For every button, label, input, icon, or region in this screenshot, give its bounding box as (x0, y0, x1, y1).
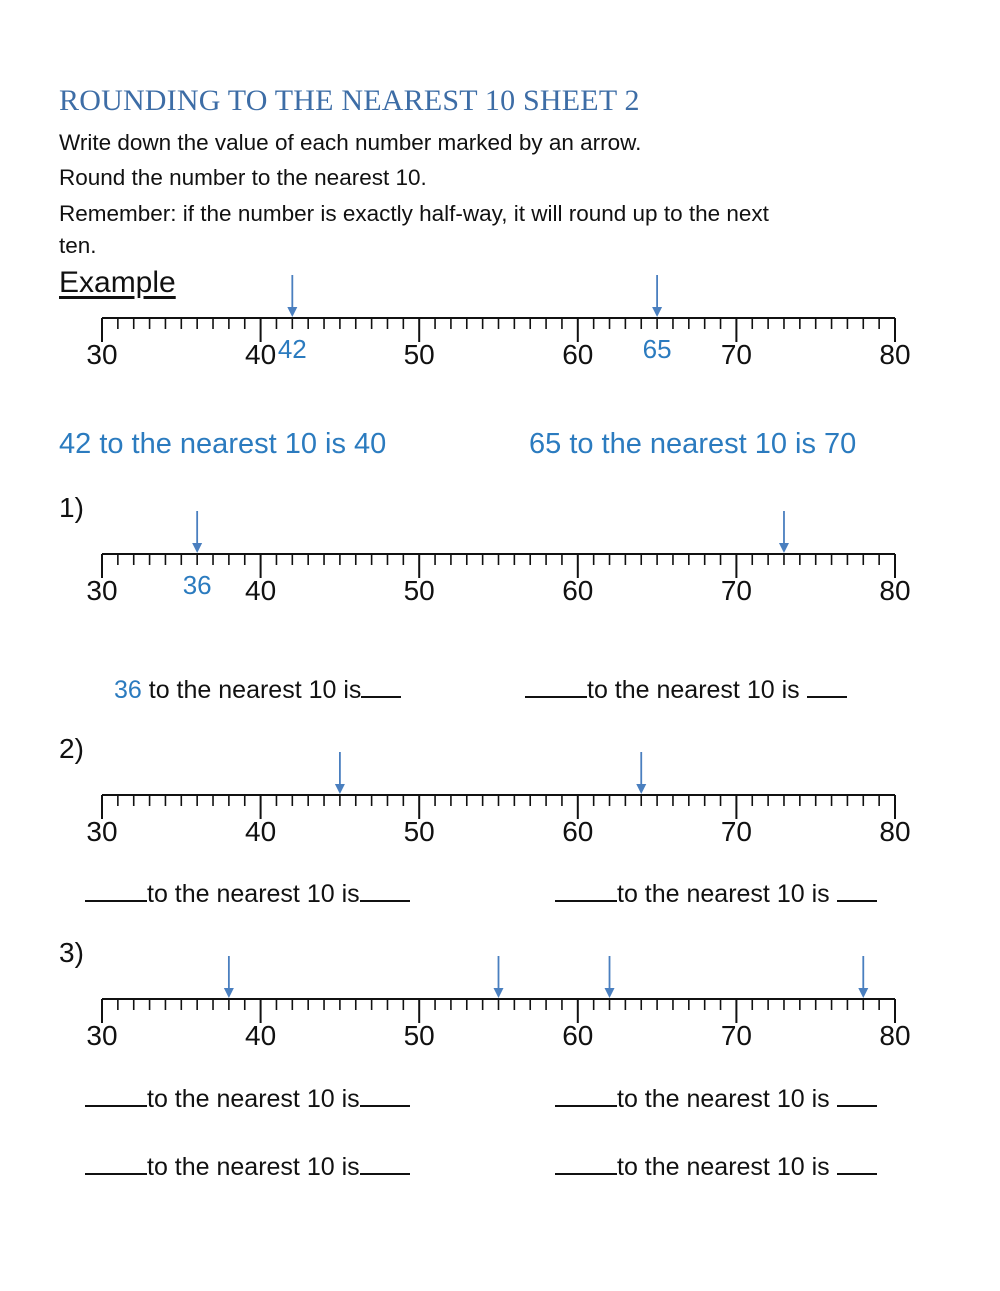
q1-given-value: 36 (114, 676, 142, 704)
example-sentence-1: 42 to the nearest 10 is 40 (59, 428, 387, 460)
instruction-line-1: Write down the value of each number marked by an arrow. (59, 130, 642, 155)
tick-label-70: 70 (720, 1020, 752, 1051)
instruction-line-3: Remember: if the number is exactly half-way, it will round up to the next (59, 201, 769, 226)
question-number-3: 3) (59, 937, 84, 968)
tick-label-60: 60 (562, 575, 594, 606)
q3-answer-blank-1[interactable] (360, 1085, 410, 1107)
tick-label-80: 80 (879, 816, 911, 847)
page-title: ROUNDING TO THE NEAREST 10 SHEET 2 (59, 84, 640, 117)
tick-label-40: 40 (245, 575, 277, 606)
tick-label-50: 50 (403, 339, 435, 370)
q3-value-blank-3[interactable] (85, 1153, 147, 1175)
tick-label-70: 70 (720, 816, 752, 847)
arrow-value-label: 42 (277, 334, 307, 364)
question-number-1: 1) (59, 492, 84, 523)
tick-label-40: 40 (245, 1020, 277, 1051)
arrow-value-label: 65 (642, 334, 672, 364)
tick-label-30: 30 (86, 816, 118, 847)
arrow-head (858, 988, 868, 998)
q3-answer-blank-4[interactable] (837, 1153, 877, 1175)
tick-label-80: 80 (879, 575, 911, 606)
q1-phrase-2: to the nearest 10 is (587, 676, 800, 704)
tick-label-60: 60 (562, 339, 594, 370)
arrow-head (605, 988, 615, 998)
q3-answer-4 (555, 1153, 877, 1182)
tick-label-40: 40 (245, 339, 277, 370)
instruction-line-3-cont: ten. (59, 233, 97, 258)
q3-value-blank-2[interactable] (555, 1085, 617, 1107)
q3-phrase-1: to the nearest 10 is (147, 1085, 360, 1113)
instruction-line-2: Round the number to the nearest 10. (59, 165, 427, 190)
tick-label-60: 60 (562, 816, 594, 847)
tick-label-60: 60 (562, 1020, 594, 1051)
q3-answer-3 (85, 1153, 410, 1182)
tick-label-30: 30 (86, 339, 118, 370)
q3-phrase-3: to the nearest 10 is (147, 1153, 360, 1181)
tick-label-40: 40 (245, 816, 277, 847)
arrow-head (224, 988, 234, 998)
tick-label-70: 70 (720, 339, 752, 370)
tick-label-30: 30 (86, 575, 118, 606)
q3-answer-blank-3[interactable] (360, 1153, 410, 1175)
q3-value-blank-1[interactable] (85, 1085, 147, 1107)
tick-label-30: 30 (86, 1020, 118, 1051)
tick-label-50: 50 (403, 575, 435, 606)
q3-value-blank-4[interactable] (555, 1153, 617, 1175)
example-sentence-2: 65 to the nearest 10 is 70 (529, 428, 857, 460)
arrow-value-label: 36 (182, 570, 212, 600)
q2-phrase-1: to the nearest 10 is (147, 880, 360, 908)
q1-phrase-1: to the nearest 10 is (148, 676, 362, 704)
tick-label-80: 80 (879, 339, 911, 370)
q2-phrase-2: to the nearest 10 is (617, 880, 830, 908)
tick-label-50: 50 (403, 816, 435, 847)
q3-answer-2 (555, 1085, 877, 1114)
q3-phrase-4: to the nearest 10 is (617, 1153, 830, 1181)
tick-label-80: 80 (879, 1020, 911, 1051)
q3-phrase-2: to the nearest 10 is (617, 1085, 830, 1113)
tick-label-50: 50 (403, 1020, 435, 1051)
q3-answer-blank-2[interactable] (837, 1085, 877, 1107)
q3-answer-1 (85, 1085, 410, 1114)
question-number-2: 2) (59, 733, 84, 764)
arrow-head (494, 988, 504, 998)
example-heading: Example (59, 266, 176, 299)
tick-label-70: 70 (720, 575, 752, 606)
